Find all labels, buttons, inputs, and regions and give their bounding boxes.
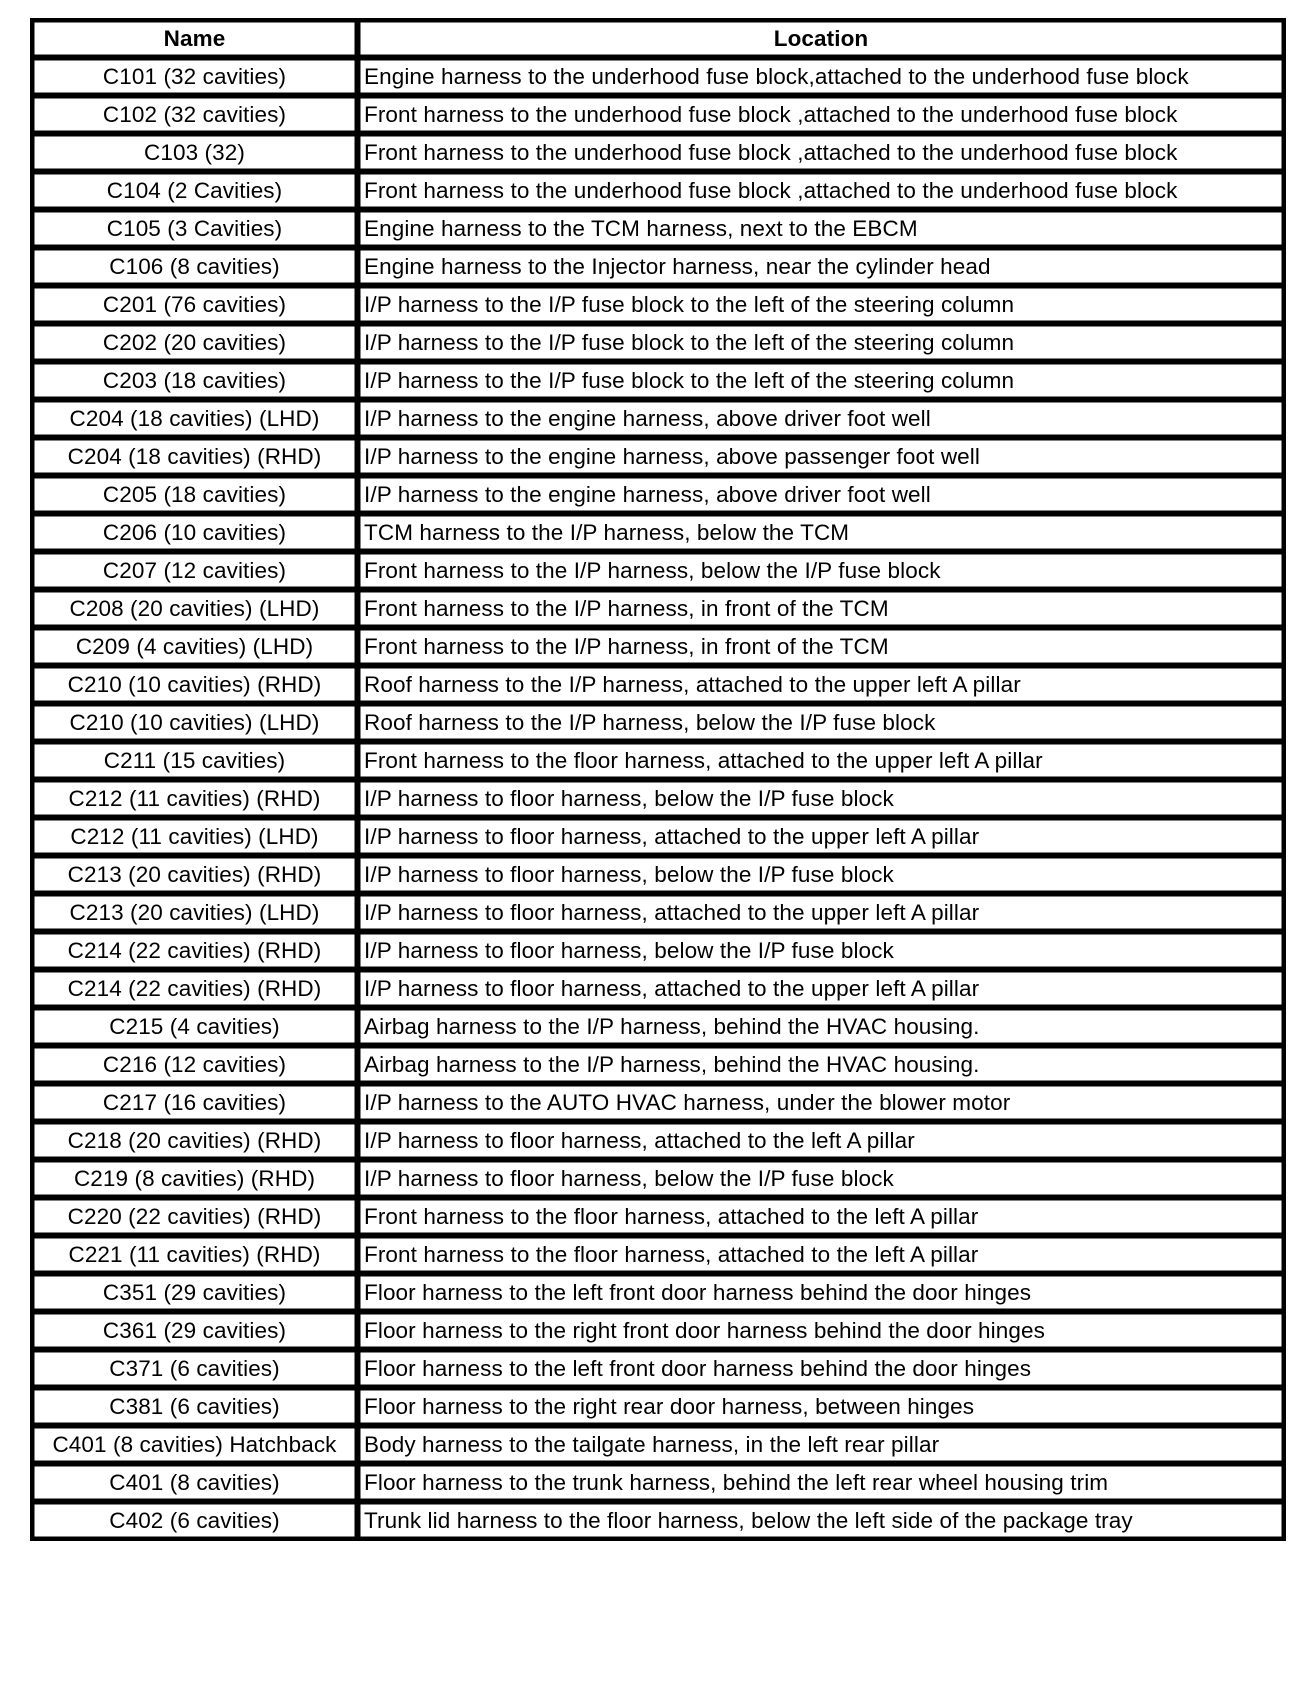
connector-location-cell: Roof harness to the I/P harness, attached to the upper left A pillar bbox=[359, 667, 1286, 705]
connector-location-cell: Engine harness to the underhood fuse block,attached to the underhood fuse block bbox=[359, 59, 1286, 97]
table-row bbox=[33, 629, 1286, 667]
connector-name-cell: C102 (32 cavities) bbox=[33, 97, 359, 135]
connector-location-cell: I/P harness to floor harness, below the I/P fuse block bbox=[359, 1161, 1286, 1199]
table-row bbox=[33, 1123, 1286, 1161]
connector-location-cell: Engine harness to the TCM harness, next to the EBCM bbox=[359, 211, 1286, 249]
table-row bbox=[33, 515, 1286, 553]
connector-location-cell: Engine harness to the Injector harness, near the cylinder head bbox=[359, 249, 1286, 287]
connector-location-cell: I/P harness to the engine harness, above passenger foot well bbox=[359, 439, 1286, 477]
table-row bbox=[33, 97, 1286, 135]
connector-location-cell: I/P harness to floor harness, attached to the upper left A pillar bbox=[359, 895, 1286, 933]
connector-name-cell: C210 (10 cavities) (LHD) bbox=[33, 705, 359, 743]
table-row bbox=[33, 781, 1286, 819]
connector-location-cell: I/P harness to the I/P fuse block to the left of the steering column bbox=[359, 325, 1286, 363]
connector-name-cell: C214 (22 cavities) (RHD) bbox=[33, 933, 359, 971]
connector-location-cell: I/P harness to floor harness, attached to the left A pillar bbox=[359, 1123, 1286, 1161]
table-row bbox=[33, 1009, 1286, 1047]
connector-location-cell: I/P harness to the engine harness, above driver foot well bbox=[359, 477, 1286, 515]
connector-name-cell: C106 (8 cavities) bbox=[33, 249, 359, 287]
connector-location-cell: Floor harness to the left front door harness behind the door hinges bbox=[359, 1275, 1286, 1313]
connector-location-cell: I/P harness to floor harness, attached to the upper left A pillar bbox=[359, 819, 1286, 857]
connector-location-cell: Trunk lid harness to the floor harness, below the left side of the package tray bbox=[359, 1503, 1286, 1541]
table-row bbox=[33, 211, 1286, 249]
connector-name-cell: C214 (22 cavities) (RHD) bbox=[33, 971, 359, 1009]
connector-location-cell: Front harness to the underhood fuse block ,attached to the underhood fuse block bbox=[359, 135, 1286, 173]
table-row bbox=[33, 1427, 1286, 1465]
connector-name-cell: C215 (4 cavities) bbox=[33, 1009, 359, 1047]
connector-location-cell: Floor harness to the left front door harness behind the door hinges bbox=[359, 1351, 1286, 1389]
connector-name-cell: C351 (29 cavities) bbox=[33, 1275, 359, 1313]
table-body bbox=[33, 59, 1286, 1541]
table-row bbox=[33, 325, 1286, 363]
table-row bbox=[33, 1085, 1286, 1123]
table-row bbox=[33, 895, 1286, 933]
connector-name-cell: C206 (10 cavities) bbox=[33, 515, 359, 553]
connector-location-cell: I/P harness to floor harness, below the I/P fuse block bbox=[359, 933, 1286, 971]
table-row bbox=[33, 135, 1286, 173]
connector-name-cell: C207 (12 cavities) bbox=[33, 553, 359, 591]
table-row bbox=[33, 857, 1286, 895]
connector-location-cell: Floor harness to the trunk harness, behind the left rear wheel housing trim bbox=[359, 1465, 1286, 1503]
connector-location-cell: Front harness to the floor harness, attached to the left A pillar bbox=[359, 1199, 1286, 1237]
table-row bbox=[33, 591, 1286, 629]
table-row bbox=[33, 553, 1286, 591]
connector-location-cell: Front harness to the floor harness, attached to the upper left A pillar bbox=[359, 743, 1286, 781]
table-row bbox=[33, 477, 1286, 515]
table-row bbox=[33, 1503, 1286, 1541]
connector-name-cell: C204 (18 cavities) (RHD) bbox=[33, 439, 359, 477]
connector-location-cell: Front harness to the underhood fuse block ,attached to the underhood fuse block bbox=[359, 97, 1286, 135]
connector-name-cell: C217 (16 cavities) bbox=[33, 1085, 359, 1123]
connector-name-cell: C201 (76 cavities) bbox=[33, 287, 359, 325]
connector-location-cell: Front harness to the I/P harness, below the I/P fuse block bbox=[359, 553, 1286, 591]
connector-location-table bbox=[30, 18, 1286, 1541]
connector-name-cell: C216 (12 cavities) bbox=[33, 1047, 359, 1085]
connector-name-cell: C212 (11 cavities) (LHD) bbox=[33, 819, 359, 857]
connector-location-cell: I/P harness to the engine harness, above driver foot well bbox=[359, 401, 1286, 439]
connector-name-cell: C105 (3 Cavities) bbox=[33, 211, 359, 249]
table-row bbox=[33, 249, 1286, 287]
table-row bbox=[33, 439, 1286, 477]
table-row bbox=[33, 1199, 1286, 1237]
connector-location-cell: Roof harness to the I/P harness, below the I/P fuse block bbox=[359, 705, 1286, 743]
connector-location-cell: I/P harness to the I/P fuse block to the left of the steering column bbox=[359, 363, 1286, 401]
table-row bbox=[33, 363, 1286, 401]
connector-name-cell: C103 (32) bbox=[33, 135, 359, 173]
table-row bbox=[33, 173, 1286, 211]
table-row bbox=[33, 933, 1286, 971]
table-row bbox=[33, 1465, 1286, 1503]
connector-location-cell: Front harness to the underhood fuse block ,attached to the underhood fuse block bbox=[359, 173, 1286, 211]
connector-name-cell: C213 (20 cavities) (RHD) bbox=[33, 857, 359, 895]
connector-location-cell: Floor harness to the right front door harness behind the door hinges bbox=[359, 1313, 1286, 1351]
table-row bbox=[33, 287, 1286, 325]
header-row bbox=[33, 21, 1286, 59]
connector-location-cell: Floor harness to the right rear door harness, between hinges bbox=[359, 1389, 1286, 1427]
connector-name-cell: C361 (29 cavities) bbox=[33, 1313, 359, 1351]
column-header-location: Location bbox=[359, 21, 1286, 59]
connector-name-cell: C401 (8 cavities) bbox=[33, 1465, 359, 1503]
table-row bbox=[33, 1161, 1286, 1199]
connector-location-cell: I/P harness to floor harness, below the I/P fuse block bbox=[359, 857, 1286, 895]
connector-name-cell: C202 (20 cavities) bbox=[33, 325, 359, 363]
connector-location-cell: Front harness to the I/P harness, in front of the TCM bbox=[359, 591, 1286, 629]
table-row bbox=[33, 401, 1286, 439]
connector-name-cell: C219 (8 cavities) (RHD) bbox=[33, 1161, 359, 1199]
connector-location-cell: I/P harness to floor harness, attached to the upper left A pillar bbox=[359, 971, 1286, 1009]
table-row bbox=[33, 971, 1286, 1009]
connector-name-cell: C220 (22 cavities) (RHD) bbox=[33, 1199, 359, 1237]
connector-name-cell: C218 (20 cavities) (RHD) bbox=[33, 1123, 359, 1161]
connector-location-cell: I/P harness to the AUTO HVAC harness, under the blower motor bbox=[359, 1085, 1286, 1123]
table-row bbox=[33, 667, 1286, 705]
connector-name-cell: C101 (32 cavities) bbox=[33, 59, 359, 97]
connector-name-cell: C213 (20 cavities) (LHD) bbox=[33, 895, 359, 933]
connector-location-cell: TCM harness to the I/P harness, below the TCM bbox=[359, 515, 1286, 553]
table-row bbox=[33, 1275, 1286, 1313]
connector-name-cell: C401 (8 cavities) Hatchback bbox=[33, 1427, 359, 1465]
connector-name-cell: C402 (6 cavities) bbox=[33, 1503, 359, 1541]
table-row bbox=[33, 1237, 1286, 1275]
connector-location-cell: Airbag harness to the I/P harness, behind the HVAC housing. bbox=[359, 1047, 1286, 1085]
connector-name-cell: C211 (15 cavities) bbox=[33, 743, 359, 781]
table-row bbox=[33, 819, 1286, 857]
connector-location-cell: Body harness to the tailgate harness, in the left rear pillar bbox=[359, 1427, 1286, 1465]
column-header-name: Name bbox=[33, 21, 359, 59]
table-row bbox=[33, 743, 1286, 781]
connector-location-cell: I/P harness to floor harness, below the I/P fuse block bbox=[359, 781, 1286, 819]
connector-location-cell: Front harness to the floor harness, attached to the left A pillar bbox=[359, 1237, 1286, 1275]
connector-location-cell: Front harness to the I/P harness, in front of the TCM bbox=[359, 629, 1286, 667]
connector-name-cell: C208 (20 cavities) (LHD) bbox=[33, 591, 359, 629]
table-row bbox=[33, 1351, 1286, 1389]
table-row bbox=[33, 59, 1286, 97]
connector-name-cell: C204 (18 cavities) (LHD) bbox=[33, 401, 359, 439]
connector-name-cell: C203 (18 cavities) bbox=[33, 363, 359, 401]
table-row bbox=[33, 1389, 1286, 1427]
connector-location-cell: I/P harness to the I/P fuse block to the left of the steering column bbox=[359, 287, 1286, 325]
connector-name-cell: C212 (11 cavities) (RHD) bbox=[33, 781, 359, 819]
table-row bbox=[33, 1047, 1286, 1085]
connector-name-cell: C209 (4 cavities) (LHD) bbox=[33, 629, 359, 667]
connector-name-cell: C104 (2 Cavities) bbox=[33, 173, 359, 211]
connector-location-cell: Airbag harness to the I/P harness, behind the HVAC housing. bbox=[359, 1009, 1286, 1047]
connector-name-cell: C221 (11 cavities) (RHD) bbox=[33, 1237, 359, 1275]
table-row bbox=[33, 705, 1286, 743]
connector-name-cell: C381 (6 cavities) bbox=[33, 1389, 359, 1427]
table-row bbox=[33, 1313, 1286, 1351]
connector-name-cell: C210 (10 cavities) (RHD) bbox=[33, 667, 359, 705]
connector-name-cell: C371 (6 cavities) bbox=[33, 1351, 359, 1389]
connector-name-cell: C205 (18 cavities) bbox=[33, 477, 359, 515]
